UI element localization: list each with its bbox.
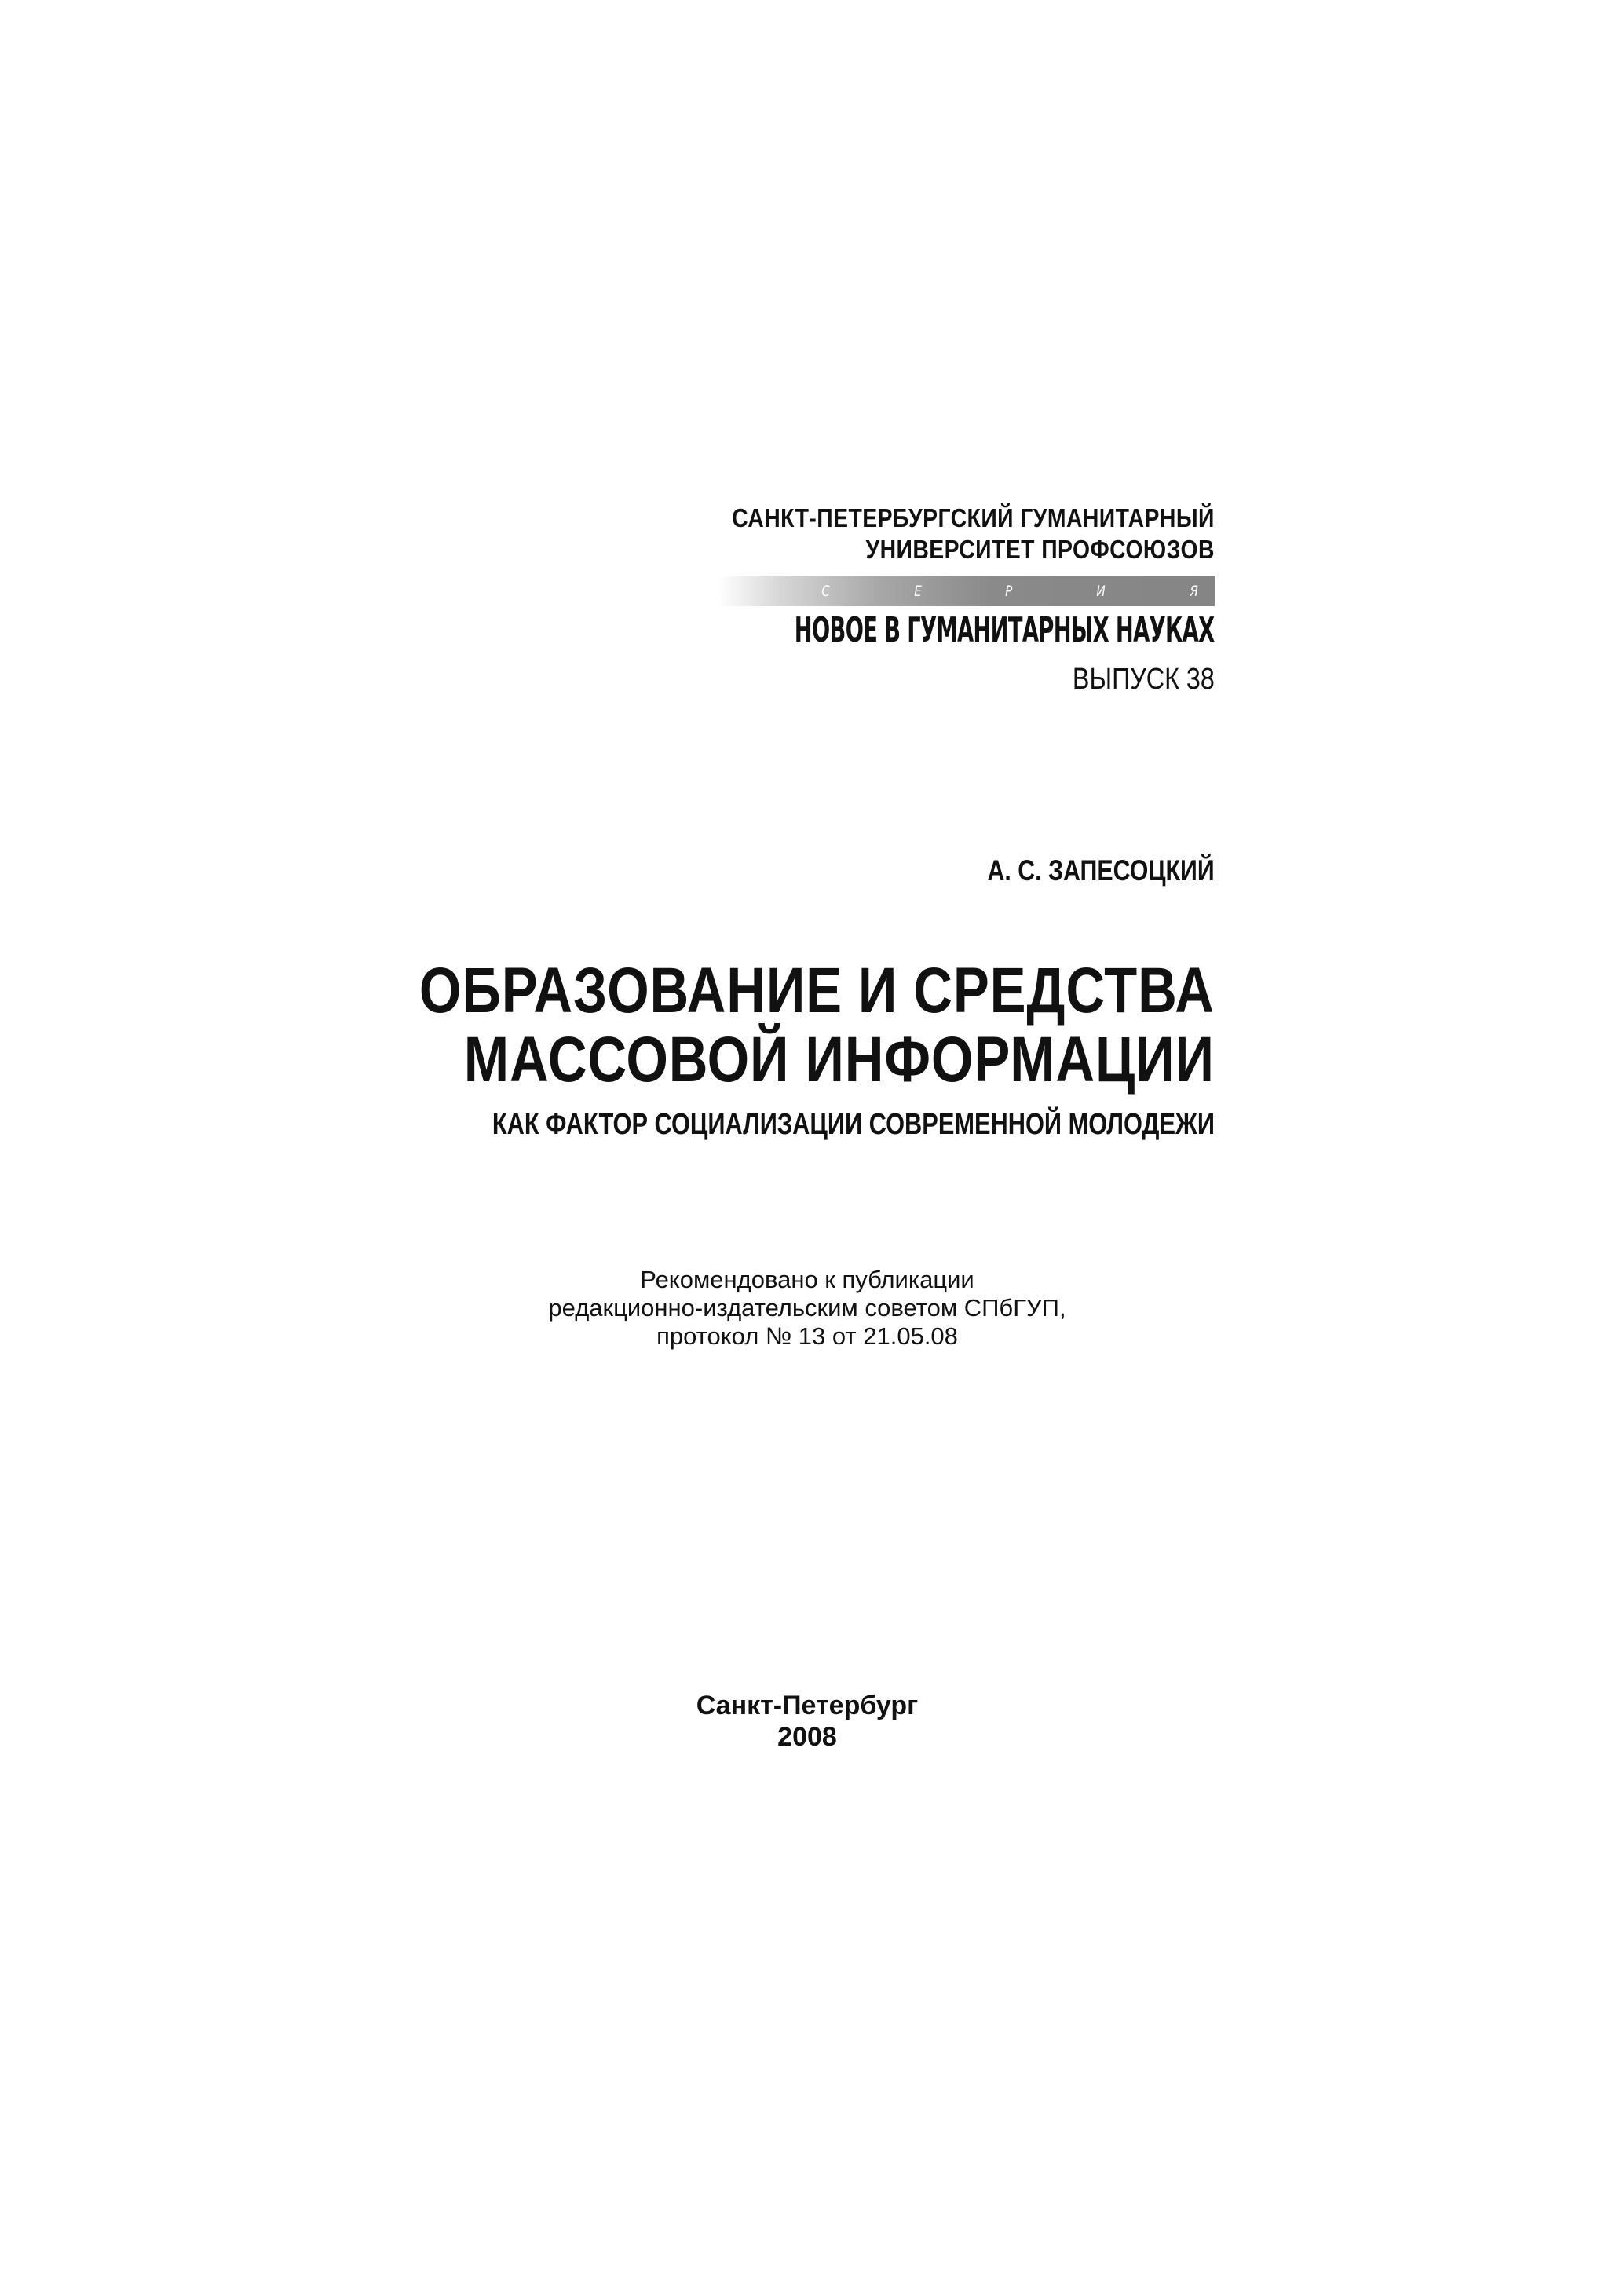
series-letter: Р <box>1005 583 1013 600</box>
series-banner <box>718 576 1215 606</box>
publisher-line-2: УНИВЕРСИТЕТ ПРОФСОЮЗОВ <box>865 535 1215 564</box>
recommendation-line-2: редакционно-издательским советом СПбГУП, <box>548 1294 1066 1322</box>
imprint-year: 2008 <box>777 1722 837 1752</box>
publisher-line-1: САНКТ-ПЕТЕРБУРГСКИЙ ГУМАНИТАРНЫЙ <box>732 503 1215 532</box>
book-title <box>419 956 1215 1095</box>
book-title-line-1: ОБРАЗОВАНИЕ И СРЕДСТВА <box>419 955 1215 1026</box>
series-letter: С <box>821 583 830 600</box>
publisher-name <box>732 503 1215 565</box>
series-letter: Я <box>1190 583 1198 600</box>
issue-number: ВЫПУСК 38 <box>1073 663 1215 696</box>
imprint-city: Санкт-Петербург <box>696 1691 919 1720</box>
book-subtitle: КАК ФАКТОР СОЦИАЛИЗАЦИИ СОВРЕМЕННОЙ МОЛОДЕЖИ <box>492 1108 1215 1141</box>
series-letter: Е <box>913 583 922 600</box>
series-letter: И <box>1096 583 1106 600</box>
book-title-line-2: МАССОВОЙ ИНФОРМАЦИИ <box>463 1024 1215 1095</box>
author-name: А. С. ЗАПЕСОЦКИЙ <box>987 854 1215 887</box>
recommendation-line-3: протокол № 13 от 21.05.08 <box>656 1322 958 1350</box>
recommendation-line-1: Рекомендовано к публикации <box>640 1266 974 1293</box>
series-label <box>821 576 1199 606</box>
series-title: НОВОЕ В ГУМАНИТАРНЫХ НАУКАХ <box>795 610 1215 650</box>
